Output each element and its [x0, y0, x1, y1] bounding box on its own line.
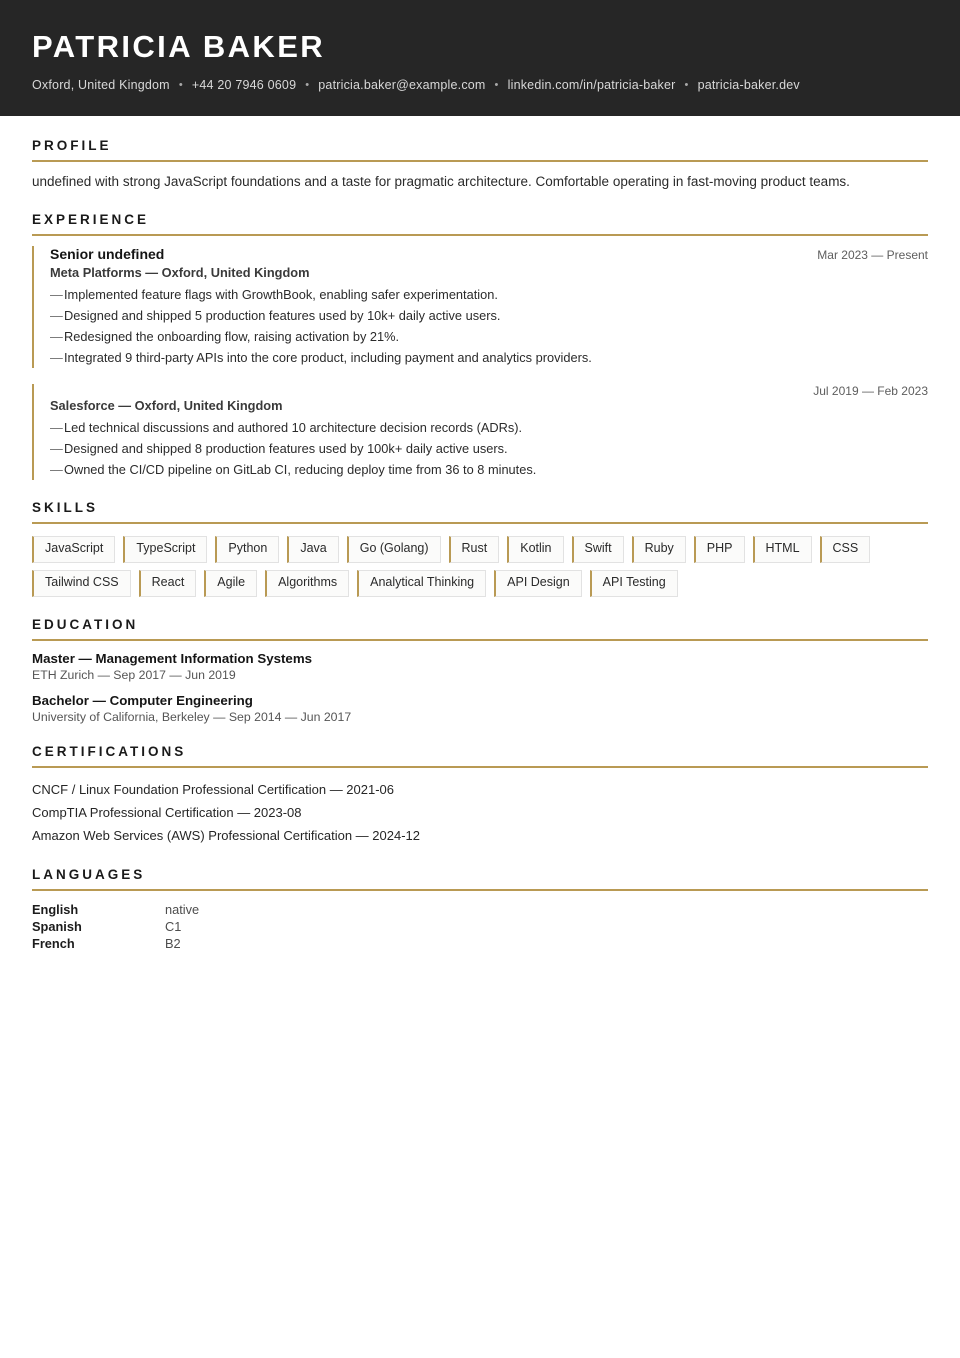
- section-rule: [32, 160, 928, 162]
- experience-bullet: — Designed and shipped 8 production features used by 100k+ daily active users.: [50, 439, 928, 460]
- section-title-certifications: CERTIFICATIONS: [32, 743, 187, 759]
- skill-tag: Tailwind CSS: [32, 570, 131, 597]
- candidate-name: PATRICIA BAKER: [32, 29, 326, 64]
- experience-bullets: [50, 285, 928, 368]
- language-level: B2: [165, 936, 181, 952]
- experience-bullet: — Implemented feature flags with GrowthBook, enabling safer experimentation.: [50, 285, 928, 306]
- experience-item: [32, 384, 928, 480]
- skill-tag: Analytical Thinking: [357, 570, 486, 597]
- profile-summary: undefined with strong JavaScript foundations and a taste for pragmatic architecture. Comfortable operating in fast-moving product teams.: [32, 174, 850, 190]
- section-rule: [32, 234, 928, 236]
- education-meta: ETH Zurich — Sep 2017 — Jun 2019: [32, 667, 236, 682]
- experience-bullet: — Owned the CI/CD pipeline on GitLab CI, reducing deploy time from 36 to 8 minutes.: [50, 460, 928, 481]
- contact-phone: +44 20 7946 0609: [191, 78, 297, 93]
- section-profile: [32, 138, 928, 192]
- section-title-profile: PROFILE: [32, 138, 112, 154]
- skill-tag: Kotlin: [507, 536, 563, 563]
- contact-separator: •: [494, 79, 499, 92]
- languages-table: [32, 901, 199, 952]
- section-rule: [32, 522, 928, 524]
- skill-tag: HTML: [753, 536, 812, 563]
- skill-tag: Java: [287, 536, 338, 563]
- education-item: [32, 651, 928, 682]
- language-level: native: [165, 902, 200, 918]
- language-name: French: [32, 936, 75, 952]
- section-experience: [32, 212, 928, 480]
- skill-tag: TypeScript: [123, 536, 207, 563]
- skill-tag: JavaScript: [32, 536, 115, 563]
- section-title-education: EDUCATION: [32, 616, 139, 632]
- contact-separator: •: [305, 79, 310, 92]
- experience-bullet: — Integrated 9 third-party APIs into the core product, including payment and analytics providers.: [50, 348, 928, 369]
- language-row: [32, 935, 199, 952]
- experience-header: [50, 246, 928, 265]
- language-row: [32, 901, 199, 918]
- experience-header: [50, 384, 928, 398]
- language-name: English: [32, 902, 79, 918]
- experience-bullet: — Led technical discussions and authored 10 architecture decision records (ADRs).: [50, 418, 928, 439]
- experience-dates: Jul 2019 — Feb 2023: [813, 384, 928, 399]
- language-row: [32, 918, 199, 935]
- contact-linkedin[interactable]: linkedin.com/in/patricia-baker: [507, 78, 676, 93]
- skill-tag: Python: [215, 536, 279, 563]
- experience-company: Meta Platforms — Oxford, United Kingdom: [50, 265, 310, 281]
- section-education: [32, 617, 928, 724]
- experience-bullets: [50, 418, 928, 480]
- skill-tag: CSS: [820, 536, 871, 563]
- certification-item: CNCF / Linux Foundation Professional Certification — 2021-06: [32, 781, 395, 797]
- education-degree: Master — Management Information Systems: [32, 650, 313, 666]
- skill-tag: Algorithms: [265, 570, 349, 597]
- education-item: [32, 693, 928, 724]
- language-level: C1: [165, 919, 182, 935]
- language-name: Spanish: [32, 919, 82, 935]
- education-degree: Bachelor — Computer Engineering: [32, 692, 253, 708]
- experience-company: Salesforce — Oxford, United Kingdom: [50, 398, 283, 414]
- skill-tag: Go (Golang): [347, 536, 441, 563]
- contact-location: Oxford, United Kingdom: [32, 78, 170, 93]
- skill-tag: API Design: [494, 570, 582, 597]
- experience-dates: Mar 2023 — Present: [817, 248, 928, 263]
- contact-email[interactable]: patricia.baker@example.com: [318, 78, 486, 93]
- resume-header: [0, 0, 960, 116]
- skills-list: [32, 534, 928, 597]
- section-rule: [32, 889, 928, 891]
- skill-tag: Ruby: [632, 536, 686, 563]
- skill-tag: React: [139, 570, 197, 597]
- experience-role: Senior undefined: [50, 246, 165, 263]
- contact-separator: •: [178, 79, 183, 92]
- section-rule: [32, 766, 928, 768]
- education-meta: University of California, Berkeley — Sep 2014 — Jun 2017: [32, 709, 352, 724]
- skill-tag: API Testing: [590, 570, 678, 597]
- experience-bullet: — Redesigned the onboarding flow, raising activation by 21%.: [50, 327, 928, 348]
- skill-tag: Swift: [572, 536, 624, 563]
- skill-tag: Rust: [449, 536, 500, 563]
- section-title-languages: LANGUAGES: [32, 867, 146, 883]
- certification-item: Amazon Web Services (AWS) Professional Certification — 2024-12: [32, 828, 420, 844]
- section-rule: [32, 639, 928, 641]
- resume-body: [0, 138, 960, 952]
- experience-bullet: — Designed and shipped 5 production features used by 10k+ daily active users.: [50, 306, 928, 327]
- section-languages: [32, 867, 928, 952]
- contact-website[interactable]: patricia-baker.dev: [697, 78, 800, 93]
- experience-item: [32, 246, 928, 368]
- section-skills: [32, 500, 928, 597]
- section-certifications: [32, 744, 928, 847]
- contact-line: [32, 78, 928, 92]
- section-title-experience: EXPERIENCE: [32, 212, 150, 228]
- certification-item: CompTIA Professional Certification — 2023-08: [32, 805, 302, 820]
- contact-separator: •: [684, 79, 689, 92]
- skill-tag: PHP: [694, 536, 745, 563]
- skill-tag: Agile: [204, 570, 257, 597]
- section-title-skills: SKILLS: [32, 500, 99, 516]
